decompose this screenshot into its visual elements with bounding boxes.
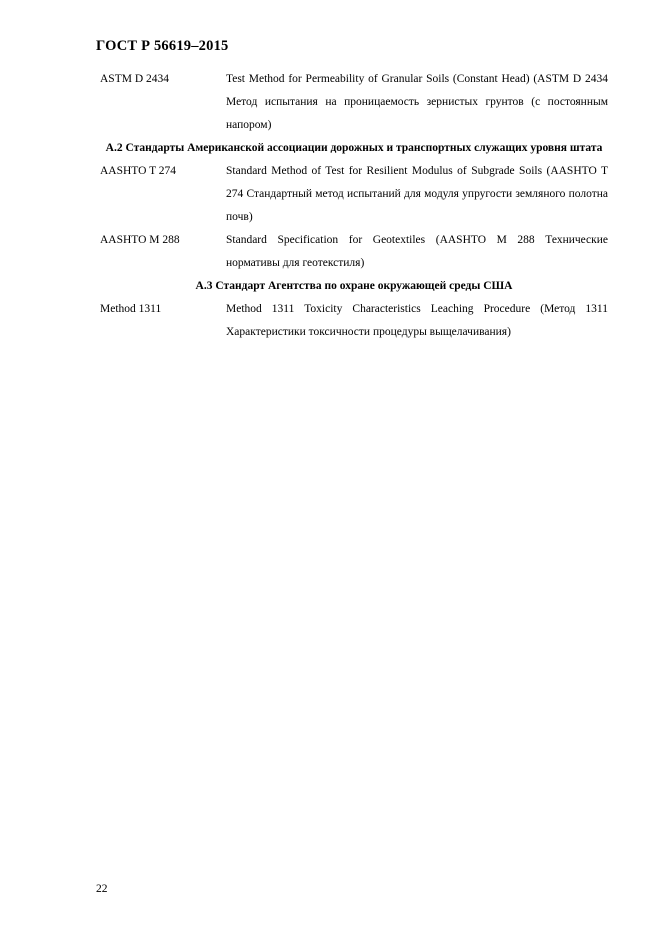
reference-description: Test Method for Permeability of Granular Soils (Constant Head) (ASTM D 2434 Метод испытания на проницаемость зернистых грунтов (с постоянным напором) xyxy=(226,73,608,131)
reference-code: ASTM D 2434 xyxy=(100,73,170,85)
reference-astm-d2434 xyxy=(100,68,608,137)
reference-description: Standard Specification for Geotextiles (AASHTO M 288 Технические нормативы для геотекстиля) xyxy=(226,234,608,269)
reference-code: Method 1311 xyxy=(100,303,162,315)
reference-description: Method 1311 Toxicity Characteristics Leaching Procedure (Метод 1311 Характеристики токсичности процедуры выщелачивания) xyxy=(226,303,608,338)
page-number: 22 xyxy=(96,883,108,895)
document-standard-title: ГОСТ Р 56619–2015 xyxy=(96,38,229,54)
reference-aashto-m288 xyxy=(100,229,608,275)
section-heading-a2: А.2 Стандарты Американской ассоциации дорожных и транспортных служащих уровня штата xyxy=(105,142,603,154)
reference-code: AASHTO M 288 xyxy=(100,234,180,246)
reference-aashto-t274 xyxy=(100,160,608,229)
section-heading-a3: А.3 Стандарт Агентства по охране окружающей среды США xyxy=(195,280,513,292)
reference-description: Standard Method of Test for Resilient Modulus of Subgrade Soils (AASHTO T 274 Стандартный метод испытаний для модуля упругости земляного полотна почв) xyxy=(226,165,608,223)
reference-method-1311 xyxy=(100,298,608,344)
reference-code: AASHTO T 274 xyxy=(100,165,177,177)
references-list xyxy=(100,68,608,344)
